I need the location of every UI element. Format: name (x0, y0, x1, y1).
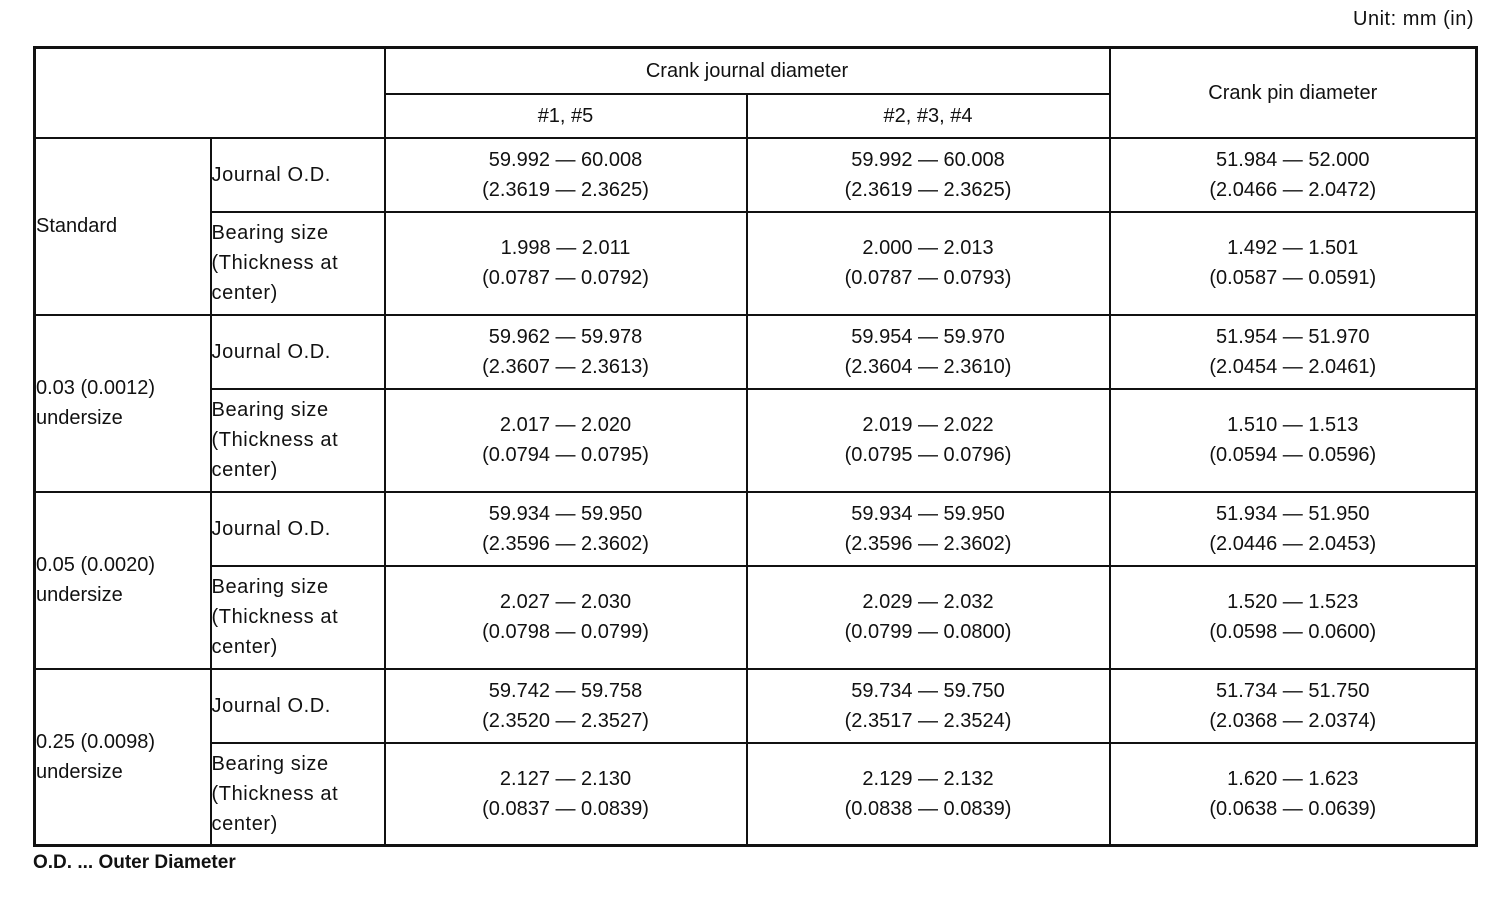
value-in: (0.0638 — 0.0639) (1209, 797, 1377, 820)
value-in: (2.0446 — 2.0453) (1209, 532, 1377, 555)
value-cell-journal-1-5 (385, 492, 747, 566)
value-cell-journal-2-3-4 (747, 492, 1110, 566)
bearing-size-label: Bearing size (Thickness at center) (211, 389, 385, 492)
value-cell-journal-2-3-4 (747, 743, 1110, 846)
value-cell-journal-2-3-4 (747, 389, 1110, 492)
value-cell-journal-1-5 (385, 566, 747, 669)
table-row (35, 138, 1477, 212)
value-in: (0.0594 — 0.0596) (1209, 444, 1377, 466)
value-in: (2.0466 — 2.0472) (1209, 178, 1377, 201)
value-cell-journal-2-3-4 (747, 566, 1110, 669)
value-mm: 59.992 — 60.008 (851, 148, 1005, 171)
value-cell-journal-1-5 (385, 138, 747, 212)
value-in: (0.0837 — 0.0839) (482, 797, 649, 820)
value-in: (0.0795 — 0.0796) (844, 444, 1012, 466)
value-in: (0.0587 — 0.0591) (1209, 267, 1377, 289)
bearing-size-label: Bearing size (Thickness at center) (211, 566, 385, 669)
size-group-label: 0.03 (0.0012) undersize (35, 315, 211, 492)
value-cell-journal-2-3-4 (747, 315, 1110, 389)
value-mm: 51.934 — 51.950 (1216, 502, 1370, 525)
value-mm: 59.954 — 59.970 (851, 325, 1005, 348)
value-in: (2.3604 — 2.3610) (844, 355, 1012, 378)
value-mm: 59.734 — 59.750 (851, 679, 1005, 702)
size-group-label: 0.05 (0.0020) undersize (35, 492, 211, 669)
value-mm: 2.000 — 2.013 (862, 237, 994, 259)
value-mm: 1.492 — 1.501 (1227, 237, 1359, 259)
value-mm: 2.027 — 2.030 (499, 591, 632, 613)
value-cell-journal-2-3-4 (747, 138, 1110, 212)
table-row (35, 315, 1477, 389)
size-group-label: 0.25 (0.0098) undersize (35, 669, 211, 846)
value-in: (2.3596 — 2.3602) (844, 532, 1012, 555)
bearing-size-label: Bearing size (Thickness at center) (211, 212, 385, 315)
journal-od-label: Journal O.D. (211, 138, 385, 212)
value-in: (0.0787 — 0.0792) (482, 267, 649, 289)
value-cell-crank-pin (1110, 743, 1477, 846)
value-cell-journal-1-5 (385, 315, 747, 389)
value-cell-crank-pin (1110, 389, 1477, 492)
value-in: (2.3596 — 2.3602) (482, 532, 649, 555)
header-crank-pin-diameter: Crank pin diameter (1110, 48, 1477, 138)
value-cell-crank-pin (1110, 212, 1477, 315)
value-in: (2.0368 — 2.0374) (1209, 709, 1377, 732)
bearing-size-label: Bearing size (Thickness at center) (211, 743, 385, 846)
value-cell-journal-1-5 (385, 212, 747, 315)
header-crank-journal-diameter: Crank journal diameter (385, 48, 1110, 94)
value-mm: 1.520 — 1.523 (1227, 591, 1359, 613)
value-cell-crank-pin (1110, 138, 1477, 212)
table-row (35, 669, 1477, 743)
value-cell-journal-1-5 (385, 743, 747, 846)
journal-od-label: Journal O.D. (211, 315, 385, 389)
value-mm: 1.620 — 1.623 (1227, 767, 1359, 790)
header-empty-cell (35, 48, 385, 138)
crankshaft-spec-table (33, 46, 1478, 847)
header-journal-1-5: #1, #5 (385, 94, 747, 138)
value-cell-journal-2-3-4 (747, 669, 1110, 743)
value-mm: 2.029 — 2.032 (862, 591, 994, 613)
value-mm: 51.984 — 52.000 (1216, 148, 1370, 171)
table-row (35, 389, 1477, 492)
table-row (35, 743, 1477, 846)
table-row (35, 492, 1477, 566)
footnote: O.D. ... Outer Diameter (33, 852, 236, 873)
value-in: (0.0598 — 0.0600) (1209, 621, 1377, 643)
value-in: (0.0787 — 0.0793) (844, 267, 1012, 289)
value-mm: 59.934 — 59.950 (488, 502, 643, 525)
value-mm: 51.954 — 51.970 (1216, 325, 1370, 348)
value-in: (2.0454 — 2.0461) (1209, 355, 1377, 378)
value-in: (2.3619 — 2.3625) (844, 178, 1012, 201)
value-mm: 2.129 — 2.132 (862, 767, 994, 790)
size-group-label: Standard (35, 138, 211, 315)
value-cell-crank-pin (1110, 315, 1477, 389)
value-mm: 59.934 — 59.950 (851, 502, 1005, 525)
value-mm: 59.992 — 60.008 (488, 148, 643, 171)
value-cell-crank-pin (1110, 669, 1477, 743)
spec-table-body (35, 138, 1477, 846)
value-in: (2.3520 — 2.3527) (482, 709, 649, 732)
value-in: (2.3607 — 2.3613) (482, 355, 649, 378)
value-in: (2.3517 — 2.3524) (844, 709, 1012, 732)
value-mm: 2.127 — 2.130 (499, 767, 632, 790)
value-cell-crank-pin (1110, 492, 1477, 566)
value-cell-crank-pin (1110, 566, 1477, 669)
value-in: (2.3619 — 2.3625) (482, 178, 649, 201)
header-journal-2-3-4: #2, #3, #4 (747, 94, 1110, 138)
value-mm: 1.998 — 2.011 (500, 237, 631, 259)
value-cell-journal-1-5 (385, 389, 747, 492)
value-cell-journal-1-5 (385, 669, 747, 743)
journal-od-label: Journal O.D. (211, 492, 385, 566)
value-mm: 59.742 — 59.758 (488, 679, 643, 702)
value-in: (0.0838 — 0.0839) (844, 797, 1012, 820)
journal-od-label: Journal O.D. (211, 669, 385, 743)
unit-label: Unit: mm (in) (1353, 8, 1474, 30)
value-in: (0.0794 — 0.0795) (482, 444, 649, 466)
value-in: (0.0798 — 0.0799) (482, 621, 649, 643)
value-cell-journal-2-3-4 (747, 212, 1110, 315)
table-row (35, 566, 1477, 669)
value-mm: 51.734 — 51.750 (1216, 679, 1370, 702)
value-in: (0.0799 — 0.0800) (844, 621, 1012, 643)
value-mm: 2.017 — 2.020 (499, 414, 632, 436)
value-mm: 1.510 — 1.513 (1227, 414, 1359, 436)
table-row (35, 212, 1477, 315)
value-mm: 59.962 — 59.978 (488, 325, 643, 348)
value-mm: 2.019 — 2.022 (862, 414, 994, 436)
